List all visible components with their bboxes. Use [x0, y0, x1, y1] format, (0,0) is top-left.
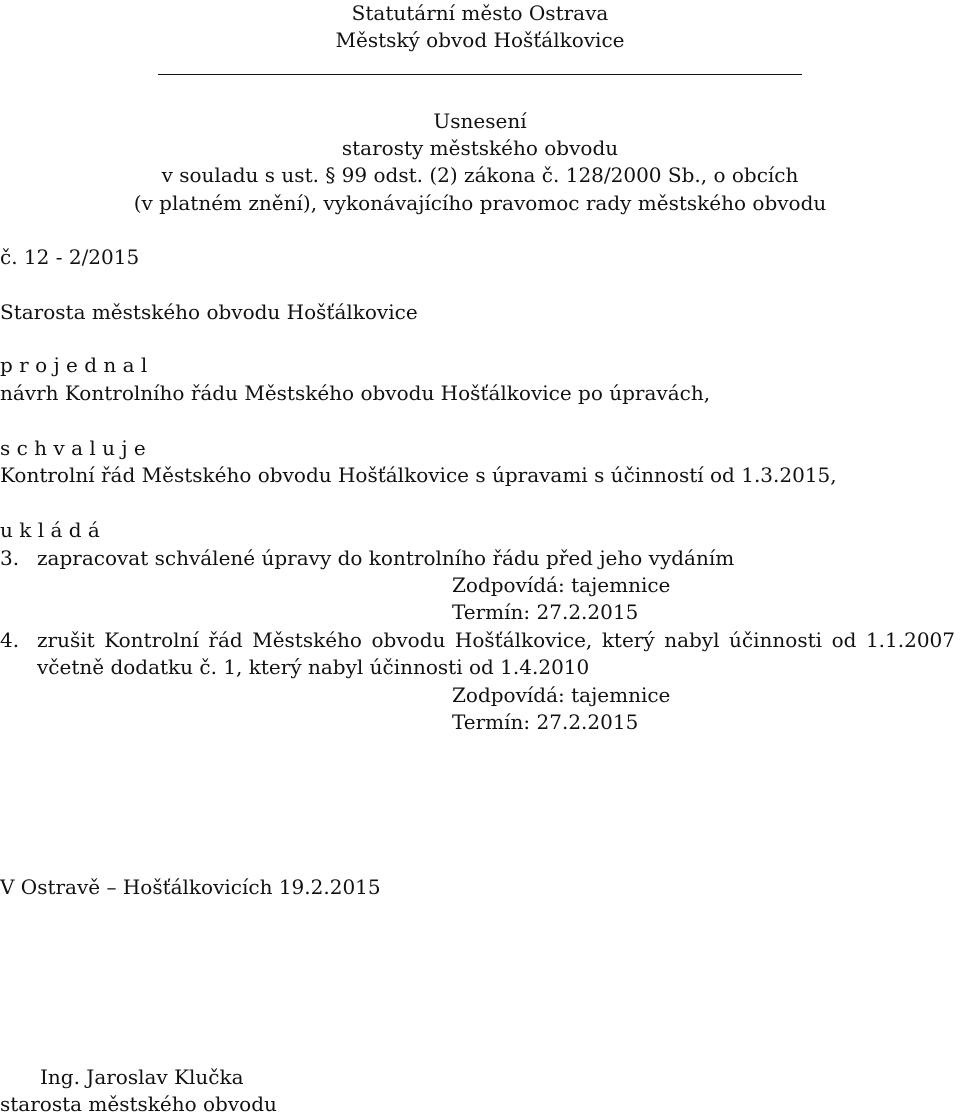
- task-responsible: Zodpovídá: tajemnice: [452, 573, 671, 597]
- task-word: Kontrolní: [104, 628, 199, 652]
- task-text-continued: včetně dodatku č. 1, který nabyl účinnosti od 1.4.2010: [37, 655, 590, 679]
- task-word: účinnosti: [729, 628, 823, 652]
- task-deadline: Termín: 27.2.2015: [452, 710, 639, 734]
- resolution-author: Starosta městského obvodu Hošťálkovice: [0, 300, 418, 324]
- discussed-text: návrh Kontrolního řádu Městského obvodu Hošťálkovice po úpravách,: [0, 381, 711, 405]
- verb-discussed: p r o j e d n a l: [0, 353, 148, 377]
- task-word: 1.1.2007: [865, 628, 955, 652]
- task-word: obvodu: [371, 628, 446, 652]
- task-word: Hošťálkovice,: [454, 628, 593, 652]
- task-word: od: [831, 628, 857, 652]
- verb-approves: s c h v a l u j e: [0, 436, 146, 460]
- task-text: zapracovat schválené úpravy do kontrolního řádu před jeho vydáním: [37, 546, 735, 570]
- task-word: Městského: [252, 628, 362, 652]
- resolution-number: č. 12 - 2/2015: [0, 245, 140, 269]
- resolution-subheading-2: v souladu s ust. § 99 odst. (2) zákona č. 128/2000 Sb., o obcích: [161, 163, 799, 187]
- task-word: nabyl: [664, 628, 720, 652]
- task-text-justified: [37, 628, 955, 652]
- resolution-subheading-1: starosty městského obvodu: [341, 136, 619, 160]
- task-word: zrušit: [37, 628, 95, 652]
- signatory-name: Ing. Jaroslav Klučka: [40, 1065, 244, 1089]
- header-district: Městský obvod Hošťálkovice: [335, 28, 625, 52]
- header-city: Statutární město Ostrava: [351, 1, 609, 25]
- resolution-subheading-3: (v platném znění), vykonávajícího pravomoc rady městského obvodu: [133, 191, 827, 215]
- header-divider: [158, 74, 802, 75]
- place-date: V Ostravě – Hošťálkovicích 19.2.2015: [0, 875, 381, 899]
- task-responsible: Zodpovídá: tajemnice: [452, 683, 671, 707]
- resolution-heading: Usnesení: [433, 109, 527, 133]
- task-number: 4.: [0, 628, 20, 652]
- task-number: 3.: [0, 546, 20, 570]
- signatory-role: starosta městského obvodu: [0, 1092, 277, 1116]
- task-deadline: Termín: 27.2.2015: [452, 600, 639, 624]
- task-word: který: [601, 628, 655, 652]
- approves-text: Kontrolní řád Městského obvodu Hošťálkovice s úpravami s účinností od 1.3.2015,: [0, 463, 837, 487]
- verb-orders: u k l á d á: [0, 518, 100, 542]
- task-word: řád: [208, 628, 243, 652]
